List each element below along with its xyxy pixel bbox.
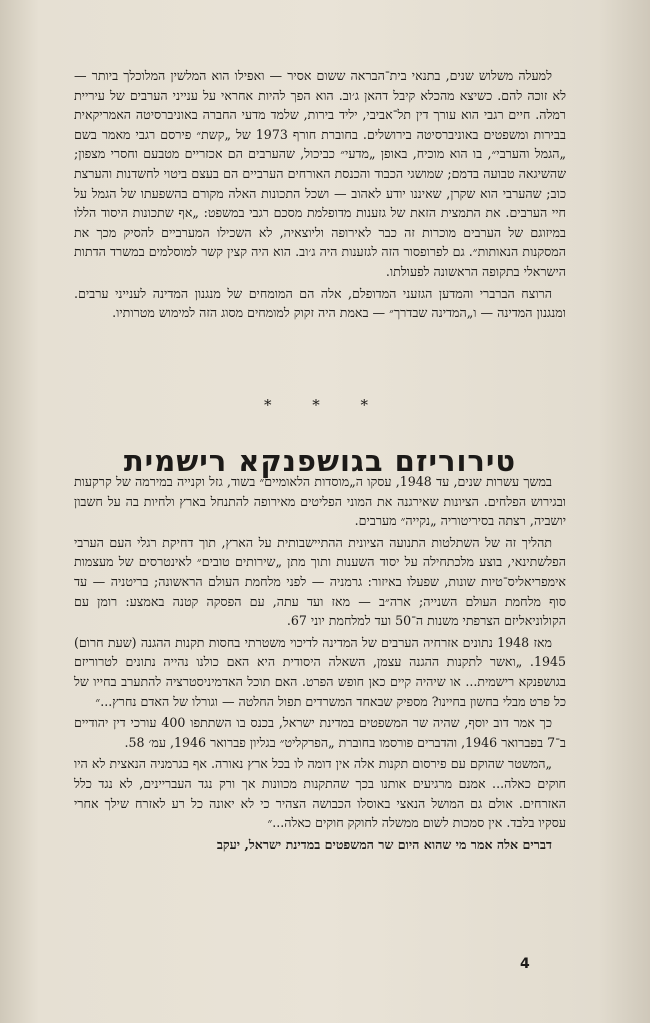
paragraph: תהליך זה של השתלטות התנועה הציונית ההתיישבותית על הארץ, תוך דחיקת רגלי העם הערבי הפלשתינאי, בוצע מלכתחילה על יסוד השענות ותוך מתן „שירותים טובים״ לאינטרסים של מעצמות אימפריאליס־טיות שונות, שפעלו באיזור: גרמניה — לפני מלחמת העולם הראשונה; בריטניה — עד סוף מלחמת העולם השנייה; ארה״ב — מאז ועד עתה, עם הפסקה קטנה באמצע: רומן עם הקולוניאליזם הצרפתי משנות ה־50 ועד למלחמת יוני 67. [74,534,566,629]
paragraph: הרוצח הברברי והמדען הגזעני המדופלם, אלה הם המומחים של מנגנון המדינה לענייני ערבים. ומנגנון המדינה — ו„המדינה שבדרך״ — באמת היה זקוק למומחים מסוג הזה למימוש מטרותיו. [74,285,566,321]
section-heading: טירוריזם בגושפנקא רישמית [123,444,517,479]
page-number: 4 [520,956,530,972]
upper-text-block [74,66,566,323]
paragraph: כך אמר דוב יוסף, שהיה שר המשפטים במדינת ישראל, בכנס בו השתתפו 400 עורכי דין יהודיים ב־7 בפברואר 1946, והדברים פורסמו בחוברת „הפרקליט״ בגליון פברואר 1946, עמ׳ 58. [74,715,566,750]
section-divider: * * * [263,396,387,414]
paragraph: מאז 1948 נתונים אזרחיה הערבים של המדינה לדיכוי משטרתי בחסות תקנות ההגנה (שעת חרום) 1945. „ואשר לתקנות ההגנה עצמן, השאלה היסודית היא האם כולנו נהייה נתונים לטרוריזם בגושפנקא רישמית... או שיהיה קיים כאן חופש הפרט. האם תוכל האדמיניסטרציה להתערב בחייו של כל פרט מבלי בחשון בחיינו? מספיק שבאחד המשרדים תפול החלטה — וגורלו של האדם נחרץ...״ [74,634,566,709]
paragraph: במשך עשרות שנים, עד 1948, עסקו ה„מוסדות הלאומיים״ בשוד, גזל וקנייה במירמה של קרקעות ובגירוש הפלחים. הציונות שאירגנה את המוני הפליטים מאירופה להתנחל בארץ ולחיות בה על חשבון יושביה, רצתה בסיריטוריה „נקייה״ מערבים. [74,474,566,529]
lower-text-block [74,472,566,854]
paragraph: למעלה משלוש שנים, בתנאי בית־הבראה ששום אסיר — ואפילו הוא המלשין המלוכלך ביותר — לא זוכה להם. כשיצא מהכלא קיבל דהאן ג׳וב. הוא הפך להיות אחראי על ענייני הערבים של עיריית רמלה. חיים רגבי הוא עורך דין תל־אביבי, יליד בירות, שלמד מדעי החברה באוניברסיטה האמריקאית בבירות ומשפטים באוניברסיטה בירושלים. בחוברת חורף 1973 של „קשת״ פירסם רגבי מאמר בשם „הגמל והערבי״, בו הוא מוכיח, באופן „מדעי״ כביכול, שהערבים הם אכזריים מטבעם וחסרי מצפון; שהשיגאה טבועה בדמם; שמושגי הכבוד והכנסת האורחים הערביים הם בעצם ביטוי לחשדנות והערצת כוב; שהערבי הוא שקרן, שאיננו יודע לאהוב — ושכל התכונות האלה מקורם בהשפעתו של הגמל על חיי הערבים. את התמצית הזאת של גזענות מדופלמת מסכם רגבי במשפט: „אף שתכונות היסוד הללו במיזוגם של הערבים מוכרות זה כבר לאירופה וליוצאיה, לא השכילו המערביים להסיק מכך את המסקנות הנאותות״. גם לפרופסור הזה לגזענות היה ג׳וב. הוא היה קצין קשר למוסלמים במשרד הדתות הישראלי בתקופה הראשונה לפעולתו. [74,68,566,279]
paragraph: „המשטר שהוקם עם פירסום תקנות אלה אין דומה לו בכל ארץ נאורה. אף בגרמניה הנאצית לא היו חוקים כאלה... אמנם מרגיעים אותנו בכך שהתקנות מכוונות אך ורק נגד העבריינים, לא נגד כלל האזרחים. אולם גם המושל הנאצי באוסלו הכבושה הצהיר כי לא יאונה כל רע לאזרח שילך אחרי עסקיו בלבד. אין סמכות לשום ממשלה לחוקק חוקים כאלה...״ [74,756,566,831]
paragraph: דברים אלה אמר מי שהוא היום שר המשפטים במדינת ישראל, יעקב [216,836,552,852]
